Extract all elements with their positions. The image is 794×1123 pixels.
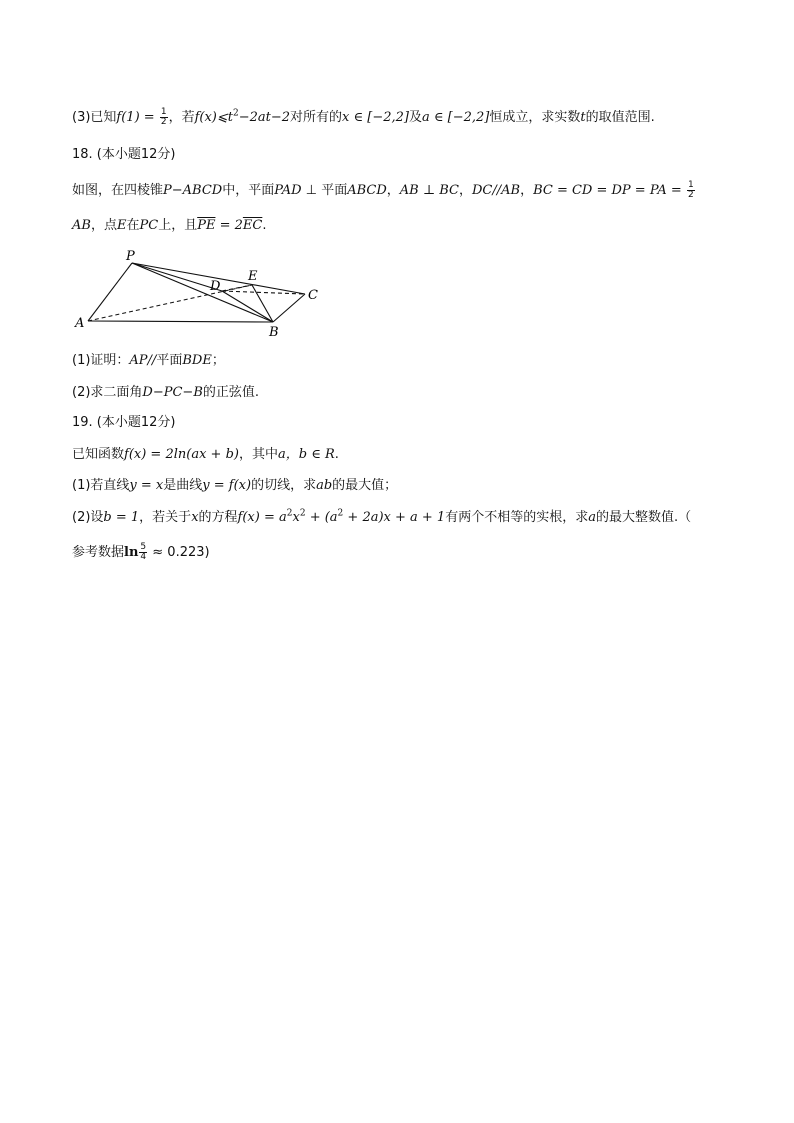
q17-condition: f(1) = <box>116 110 155 125</box>
label-e: E <box>248 269 258 284</box>
q18-part2: (2)求二面角D−PC−B的正弦值. <box>72 385 260 400</box>
fraction-one-half: $\frac{1}{2}$ <box>687 180 694 200</box>
label-c: C <box>308 288 318 303</box>
q19-statement: 已知函数f(x) = 2ln(ax + b)，其中a，b ∈ R. <box>72 447 339 462</box>
edge-bc <box>273 294 305 322</box>
fraction-one-half: $\frac{1}{2}$ <box>160 107 167 127</box>
q17-inequality: f(x)⩽t <box>194 110 233 125</box>
pyramid-figure <box>70 248 330 340</box>
label-d: D <box>210 279 221 294</box>
edge-db <box>222 291 273 322</box>
edge-eb <box>252 285 273 322</box>
q17-part3-label: (3)已知 <box>72 110 117 125</box>
x-range: x ∈ [−2,2] <box>342 110 409 125</box>
label-a: A <box>75 316 85 331</box>
a-range: a ∈ [−2,2] <box>422 110 490 125</box>
label-b: B <box>269 325 279 340</box>
vector-pe: $\overline{PE}$ <box>197 218 216 233</box>
q19-function: f(x) = 2ln(ax + b) <box>124 447 239 462</box>
q18-header: 18. (本小题12分) <box>72 147 176 162</box>
q18-statement-line2: AB，点E在PC上，且$\overline{PE} = 2\overline{EC}$. <box>72 218 267 233</box>
q17-part3-line: (3)已知f(1) = $\frac{1}{2}$ ，若$f(x)⩽t^2-2at-2$对所有的x ∈ [−2,2]及a ∈ [−2,2]恒成立，求实数t的取值范围. <box>72 107 655 127</box>
q19-reference-data: 参考数据ln $\frac{5}{4}$ ≈ 0.223) <box>72 542 210 562</box>
q19-part2: (2)设b = 1，若关于x的方程$f(x) = a^2x^2 + (a^2 + 2a)x + a + 1$有两个不相等的实根，求a的最大整数值.（ <box>72 508 692 525</box>
q19-part1: (1)若直线y = x是曲线y = f(x)的切线，求ab的最大值； <box>72 478 398 493</box>
q18-part1: (1)证明：AP//平面BDE； <box>72 353 225 368</box>
q19-header: 19. (本小题12分) <box>72 415 176 430</box>
label-p: P <box>126 249 135 264</box>
q18-statement-line1: 如图，在四棱锥P−ABCD中，平面PAD ⊥ 平面ABCD，AB ⊥ BC，DC//AB，BC = CD = DP = PA = $\frac{1}{2}$ <box>72 180 694 200</box>
fraction-five-fourths: $\frac{5}{4}$ <box>140 542 147 562</box>
vector-ec: $\overline{EC}$ <box>242 218 263 233</box>
edge-ab <box>88 321 273 322</box>
